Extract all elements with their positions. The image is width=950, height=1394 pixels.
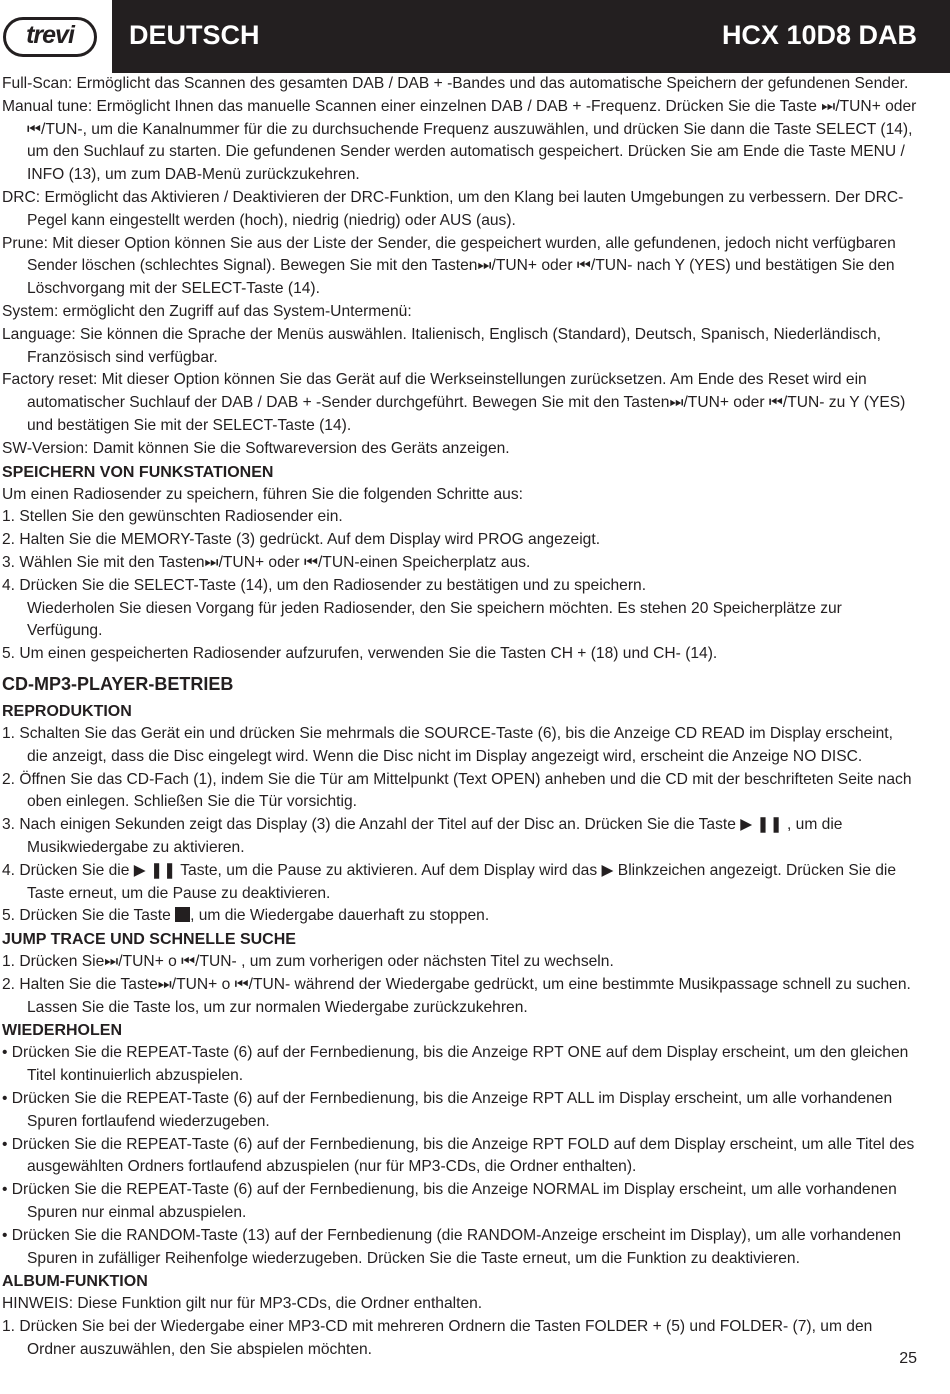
dab-item: Prune: Mit dieser Option können Sie aus der Liste der Sender, die gespeichert wurden, alle gefundenen, jedoch nicht verfügbaren Sender löschen (schlechtes Signal). Bewegen Sie mit den Tasten⏭/TUN+ oder ⏮/TUN- nach Y (YES) und bestätigen Sie den Löschvorgang mit der SELECT-Taste (14). [2,234,896,298]
repeat-item: • Drücken Sie die REPEAT-Taste (6) auf der Fernbedienung, bis die Anzeige RPT ALL im Display erscheint, um alle vorhandenen Spuren fortlaufend wiederzugeben. [2,1090,893,1130]
dab-item: SW-Version: Damit können Sie die Softwareversion des Geräts anzeigen. [2,439,510,457]
dab-item: Factory reset: Mit dieser Option können Sie das Gerät auf die Werkseinstellungen zurücksetzen. Am Ende des Reset wird ein automatischer Suchlauf der DAB / DAB + -Sender durchgeführt. Bewegen Sie mit den Tasten⏭/TUN+ oder ⏮/TUN- zu Y (YES) und bestätigen Sie mit der SELECT-Taste (14). [2,371,906,434]
playback-step [2,905,918,928]
header-bar [112,0,950,73]
stop-step-post: , um die Wiedergabe dauerhaft zu stoppen. [190,907,490,925]
store-step: 3. Wählen Sie mit den Tasten⏭/TUN+ oder ⏮/TUN-einen Speicherplatz aus. [2,553,531,571]
store-step: 2. Halten Sie die MEMORY-Taste (3) gedrückt. Auf dem Display wird PROG angezeigt. [2,531,601,549]
section-heading: REPRODUKTION [2,702,132,720]
logo-area [0,0,112,73]
store-step-note: Wiederholen Sie diesen Vorgang für jeden Radiosender, den Sie speichern möchten. Es stehen 20 Speicherplätze zur Verfügung. [27,599,842,640]
page-header [0,0,950,73]
store-step: 4. Drücken Sie die SELECT-Taste (14), um den Radiosender zu bestätigen und zu speichern. [2,576,647,594]
logo-text: trevi [26,21,74,49]
dab-item: Full-Scan: Ermöglicht das Scannen des gesamten DAB / DAB + -Bandes und das automatische Speichern der gefundenen Sender. [2,75,909,92]
repeat-item: • Drücken Sie die REPEAT-Taste (6) auf der Fernbedienung, bis die Anzeige RPT FOLD auf dem Display erscheint, um alle Titel des ausgewählten Ordners fortlaufend abzuspielen (nur für MP3-CDs, die Ordner enthalten). [2,1135,915,1176]
trevi-logo [3,17,97,57]
store-step: 5. Um einen gespeicherten Radiosender aufzurufen, verwenden Sie die Tasten CH + (18) und CH- (14). [2,645,718,663]
section-heading: JUMP TRACE UND SCHNELLE SUCHE [2,931,296,949]
language-label: DEUTSCH [129,20,260,50]
page-number: 25 [899,1350,917,1367]
repeat-item: • Drücken Sie die REPEAT-Taste (6) auf der Fernbedienung, bis die Anzeige RPT ONE auf dem Display erscheint, um den gleichen Titel kontinuierlich abzuspielen. [2,1044,909,1085]
page-content [2,73,918,1362]
section-heading: WIEDERHOLEN [2,1022,122,1040]
jump-step: 2. Halten Sie die Taste⏭/TUN+ o ⏮/TUN- während der Wiedergabe gedrückt, um eine bestimmte Musikpassage schnell zu suchen. Lassen Sie die Taste los, um zur normalen Wiedergabe zurückzukehren. [2,975,911,1016]
store-intro: Um einen Radiosender zu speichern, führen Sie die folgenden Schritte aus: [2,485,523,503]
dab-item: Language: Sie können die Sprache der Menüs auswählen. Italienisch, Englisch (Standard), Deutsch, Spanisch, Niederländisch, Französisch sind verfügbar. [2,325,881,366]
model-label: HCX 10D8 DAB [721,20,917,50]
dab-item: System: ermöglicht den Zugriff auf das System-Untermenü: [2,302,412,320]
repeat-item: • Drücken Sie die REPEAT-Taste (6) auf der Fernbedienung, bis die Anzeige NORMAL im Display erscheint, um alle vorhandenen Spuren nur einmal abzuspielen. [2,1181,897,1222]
playback-step: 4. Drücken Sie die ▶ ❚❚ Taste, um die Pause zu aktivieren. Auf dem Display wird das ▶ Blinkzeichen angezeigt. Drücken Sie die Taste erneut, um die Pause zu deaktivieren. [2,861,897,902]
album-step: 1. Drücken Sie bei der Wiedergabe einer MP3-CD mit mehreren Ordnern die Tasten FOLDER + (5) und FOLDER- (7), um den Ordner auszuwählen, den Sie abspielen möchten. [2,1318,873,1359]
playback-step: 1. Schalten Sie das Gerät ein und drücken Sie mehrmals die SOURCE-Taste (6), bis die Anzeige CD READ im Display erscheint, die anzeigt, dass die Disc eingelegt wird. Wenn die Disc nicht im Display angezeigt wird, erscheint die Anzeige NO DISC. [2,724,893,765]
dab-item: Manual tune: Ermöglicht Ihnen das manuelle Scannen einer einzelnen DAB / DAB + -Frequenz. Drücken Sie die Taste ⏭/TUN+ oder ⏮/TUN-, um die Kanalnummer für die zu durchsuchende Frequenz auszuwählen, und drücken Sie dann die Taste SELECT (14), um den Suchlauf zu starten. Die gefundenen Sender werden automatisch gespeichert. Drücken Sie am Ende die Taste MENU / INFO (13), um zum DAB-Menü zurückzukehren. [2,97,917,184]
album-note: HINWEIS: Diese Funktion gilt nur für MP3-CDs, die Ordner enthalten. [2,1295,483,1313]
stop-step-pre: 5. Drücken Sie die Taste [2,907,176,925]
stop-icon [175,907,190,922]
store-step: 1. Stellen Sie den gewünschten Radiosender ein. [2,508,343,526]
section-heading: ALBUM-FUNKTION [2,1273,148,1291]
repeat-item: • Drücken Sie die RANDOM-Taste (13) auf der Fernbedienung (die RANDOM-Anzeige erscheint im Display), um alle vorhandenen Spuren in zufälliger Reihenfolge wiederzugeben. Drücken Sie die Taste erneut, um die Funktion zu deaktivieren. [2,1226,902,1267]
dab-item: DRC: Ermöglicht das Aktivieren / Deaktivieren der DRC-Funktion, um den Klang bei lauten Umgebungen zu verbessern. Der DRC-Pegel kann eingestellt werden (hoch), niedrig (niedrig) oder AUS (aus). [2,188,904,229]
playback-step: 3. Nach einigen Sekunden zeigt das Display (3) die Anzahl der Titel auf der Disc an. Drücken Sie die Taste ▶ ❚❚ , um die Musikwiedergabe zu aktivieren. [2,816,843,856]
jump-step: 1. Drücken Sie⏭/TUN+ o ⏮/TUN- , um zum vorherigen oder nächsten Titel zu wechseln. [2,953,614,971]
chapter-heading: CD-MP3-PLAYER-BETRIEB [2,673,234,694]
section-heading: SPEICHERN VON FUNKSTATIONEN [2,463,274,481]
playback-step: 2. Öffnen Sie das CD-Fach (1), indem Sie die Tür am Mittelpunkt (Text OPEN) anheben und die CD mit der beschrifteten Seite nach oben einlegen. Schließen Sie die Tür vorsichtig. [2,770,912,811]
